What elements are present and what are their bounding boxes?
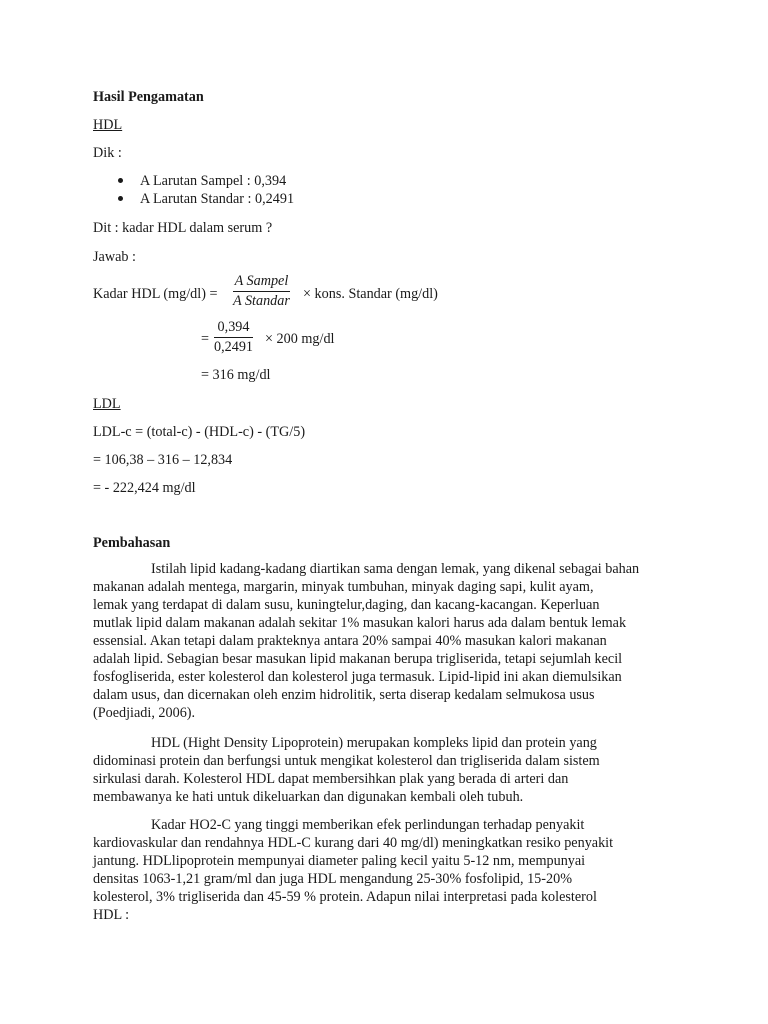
paragraph-line: membawanya ke hati untuk dikeluarkan dan digunakan kembali oleh tubuh.: [93, 789, 524, 805]
formula-fraction: [233, 273, 290, 310]
bullet-dot-icon: [118, 178, 123, 183]
paragraph-lipid: [93, 560, 683, 722]
calc-rhs: × 200 mg/dl: [265, 331, 335, 347]
paragraph-line: sirkulasi darah. Kolesterol HDL dapat membersihkan plak yang berada di arteri dan: [93, 771, 569, 787]
paragraph-line: HDL :: [93, 907, 130, 923]
calc-numerator: 0,394: [214, 319, 253, 338]
paragraph-line: dalam usus, dan dicernakan oleh enzim hidrolitik, serta diserap kedalam selmukosa usus: [93, 687, 595, 703]
bullet-dot-icon: [118, 196, 123, 201]
ldl-formula: LDL-c = (total-c) - (HDL-c) - (TG/5): [93, 424, 306, 440]
paragraph-line: Istilah lipid kadang-kadang diartikan sama dengan lemak, yang dikenal sebagai bahan: [151, 561, 640, 577]
document-page: [93, 0, 683, 1024]
formula-numerator: A Sampel: [233, 273, 290, 292]
paragraph-line: makanan adalah mentega, margarin, minyak tumbuhan, minyak daging sapi, kulit ayam,: [93, 579, 594, 595]
formula-denominator: A Standar: [233, 293, 290, 309]
paragraph-line: mutlak lipid dalam makanan adalah sekitar 1% masukan kalori harus ada dalam bentuk lemak: [93, 615, 627, 631]
paragraph-line: (Poedjiadi, 2006).: [93, 705, 196, 721]
formula-rhs: × kons. Standar (mg/dl): [303, 286, 438, 302]
paragraph-line: essensial. Akan tetapi dalam prakteknya antara 20% sampai 40% masukan kalori makanan: [93, 633, 607, 649]
calc-equals: =: [201, 331, 210, 347]
ldl-calc: = 106,38 – 316 – 12,834: [93, 452, 233, 468]
section-heading-hasil: Hasil Pengamatan: [93, 89, 204, 105]
calc-denominator: 0,2491: [214, 339, 254, 355]
section-heading-pembahasan: Pembahasan: [93, 535, 171, 551]
dit-question: Dit : kadar HDL dalam serum ?: [93, 220, 273, 236]
paragraph-line: adalah lipid. Sebagian besar masukan lipid makanan berupa trigliserida, tetapi sejumlah kecil: [93, 651, 623, 667]
paragraph-line: HDL (Hight Density Lipoprotein) merupakan kompleks lipid dan protein yang: [151, 735, 597, 751]
dik-label: Dik :: [93, 145, 122, 161]
paragraph-line: fosfogliserida, ester kolesterol dan kolesterol juga termasuk. Lipid-lipid ini akan diemulsikan: [93, 669, 622, 685]
ldl-result: = - 222,424 mg/dl: [93, 480, 196, 496]
paragraph-line: Kadar HO2-C yang tinggi memberikan efek perlindungan terhadap penyakit: [151, 817, 585, 833]
calc-fraction: [214, 319, 253, 356]
paragraph-line: jantung. HDLlipoprotein mempunyai diameter paling kecil yaitu 5-12 nm, mempunyai: [93, 853, 586, 869]
bullet-item-standar: A Larutan Standar : 0,2491: [140, 191, 295, 207]
paragraph-kadar: [93, 816, 683, 924]
hdl-title: HDL: [93, 117, 123, 133]
paragraph-line: lemak yang terdapat di dalam susu, kuningtelur,daging, dan kacang-kacangan. Keperluan: [93, 597, 600, 613]
paragraph-line: densitas 1063-1,21 gram/ml dan juga HDL mengandung 25-30% fosfolipid, 15-20%: [93, 871, 573, 887]
paragraph-line: didominasi protein dan berfungsi untuk mengikat kolesterol dan trigliserida dalam sistem: [93, 753, 600, 769]
paragraph-line: kardiovaskular dan rendahnya HDL-C kurang dari 40 mg/dl) meningkatkan resiko penyakit: [93, 835, 614, 851]
bullet-item-sampel: A Larutan Sampel : 0,394: [140, 173, 287, 189]
paragraph-hdl: [93, 734, 683, 806]
ldl-title: LDL: [93, 396, 121, 412]
jawab-label: Jawab :: [93, 249, 136, 265]
formula-lhs: Kadar HDL (mg/dl) =: [93, 286, 218, 302]
paragraph-line: kolesterol, 3% trigliserida dan 45-59 % protein. Adapun nilai interpretasi pada kolesterol: [93, 889, 597, 905]
hdl-result: = 316 mg/dl: [201, 367, 271, 383]
